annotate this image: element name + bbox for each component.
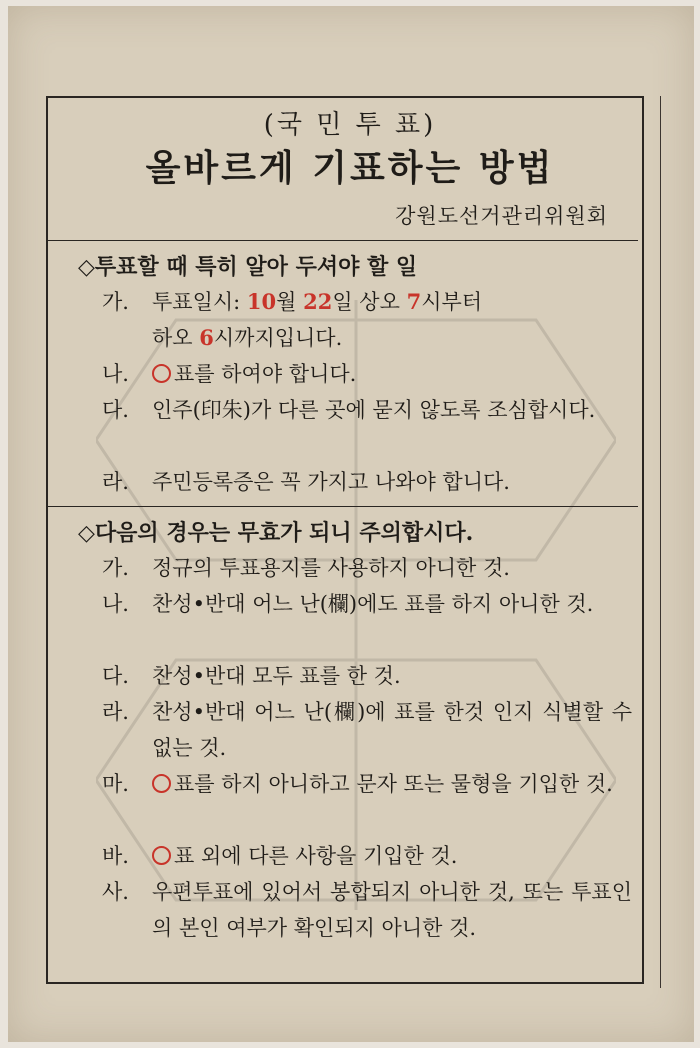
item-text: 찬성•반대 어느 난(欄)에도 표를 하지 아니한 것. <box>152 592 594 616</box>
day-unit: 일 상오 <box>332 290 407 314</box>
item-marker: 바. <box>102 844 129 868</box>
document-subtitle: (국 민 투 표) <box>263 110 437 140</box>
item-marker: 라. <box>102 700 129 724</box>
item-text: 찬성•반대 모두 표를 한 것. <box>152 664 401 688</box>
vote-start-hour: 7 <box>406 289 422 314</box>
item-text: 찬성•반대 어느 난(欄)에 표를 한것 인지 식별할 수 없는 것. <box>152 700 632 760</box>
vote-end-hour: 6 <box>199 325 214 350</box>
section1-item-b <box>102 356 632 392</box>
voting-datetime-label: 투표일시: <box>152 290 247 314</box>
section2-item-c <box>102 658 632 694</box>
item-marker: 다. <box>102 664 129 688</box>
item-marker: 다. <box>102 398 129 422</box>
outer-margin-line <box>660 96 661 988</box>
item-marker: 나. <box>102 362 129 386</box>
item-text: 인주(印朱)가 다른 곳에 묻지 않도록 조심합시다. <box>152 398 596 422</box>
section2-item-b <box>102 586 632 622</box>
item-marker: 가. <box>102 556 129 580</box>
publisher-name: 강원도선거관리위원회 <box>395 204 608 228</box>
circle-mark-icon <box>152 774 171 793</box>
month-unit: 월 <box>276 290 304 314</box>
document-title: 올바르게 기표하는 방법 <box>145 147 555 189</box>
item-text: 우편투표에 있어서 봉합되지 아니한 것, 또는 투표인의 본인 여부가 확인되지 아니한 것. <box>152 880 632 940</box>
section2-item-f <box>102 838 632 874</box>
section-divider <box>48 506 638 507</box>
item-text: 표 외에 다른 사항을 기입한 것. <box>174 844 458 868</box>
section2-item-d <box>102 694 632 766</box>
end-unit: 시까지입니다. <box>213 326 343 350</box>
item-text: 표를 하여야 합니다. <box>174 362 357 386</box>
section-divider <box>48 240 638 241</box>
item-marker: 라. <box>102 470 129 494</box>
item-marker: 사. <box>102 880 129 904</box>
section1-item-c <box>102 392 632 428</box>
section1-heading: ◇투표할 때 특히 알아 두셔야 할 일 <box>78 254 418 280</box>
item-marker: 나. <box>102 592 129 616</box>
section2-item-e <box>102 766 632 802</box>
section1-item-d <box>102 464 632 500</box>
section2-item-g <box>102 874 632 946</box>
afternoon-label: 하오 <box>152 326 200 350</box>
item-marker: 가. <box>102 290 129 314</box>
vote-month: 10 <box>246 289 277 314</box>
section2-heading: ◇다음의 경우는 무효가 되니 주의합시다. <box>78 520 474 546</box>
voting-datetime <box>152 284 632 356</box>
item-text: 표를 하지 아니하고 문자 또는 물형을 기입한 것. <box>174 772 613 796</box>
item-marker: 마. <box>102 772 129 796</box>
item-text: 주민등록증은 꼭 가지고 나와야 합니다. <box>152 470 510 494</box>
section1-item-a <box>102 284 632 356</box>
section2-item-a <box>102 550 632 586</box>
circle-mark-icon <box>152 846 171 865</box>
circle-mark-icon <box>152 364 171 383</box>
item-text: 정규의 투표용지를 사용하지 아니한 것. <box>152 556 510 580</box>
vote-day: 22 <box>303 289 333 314</box>
start-unit: 시부터 <box>421 290 483 314</box>
